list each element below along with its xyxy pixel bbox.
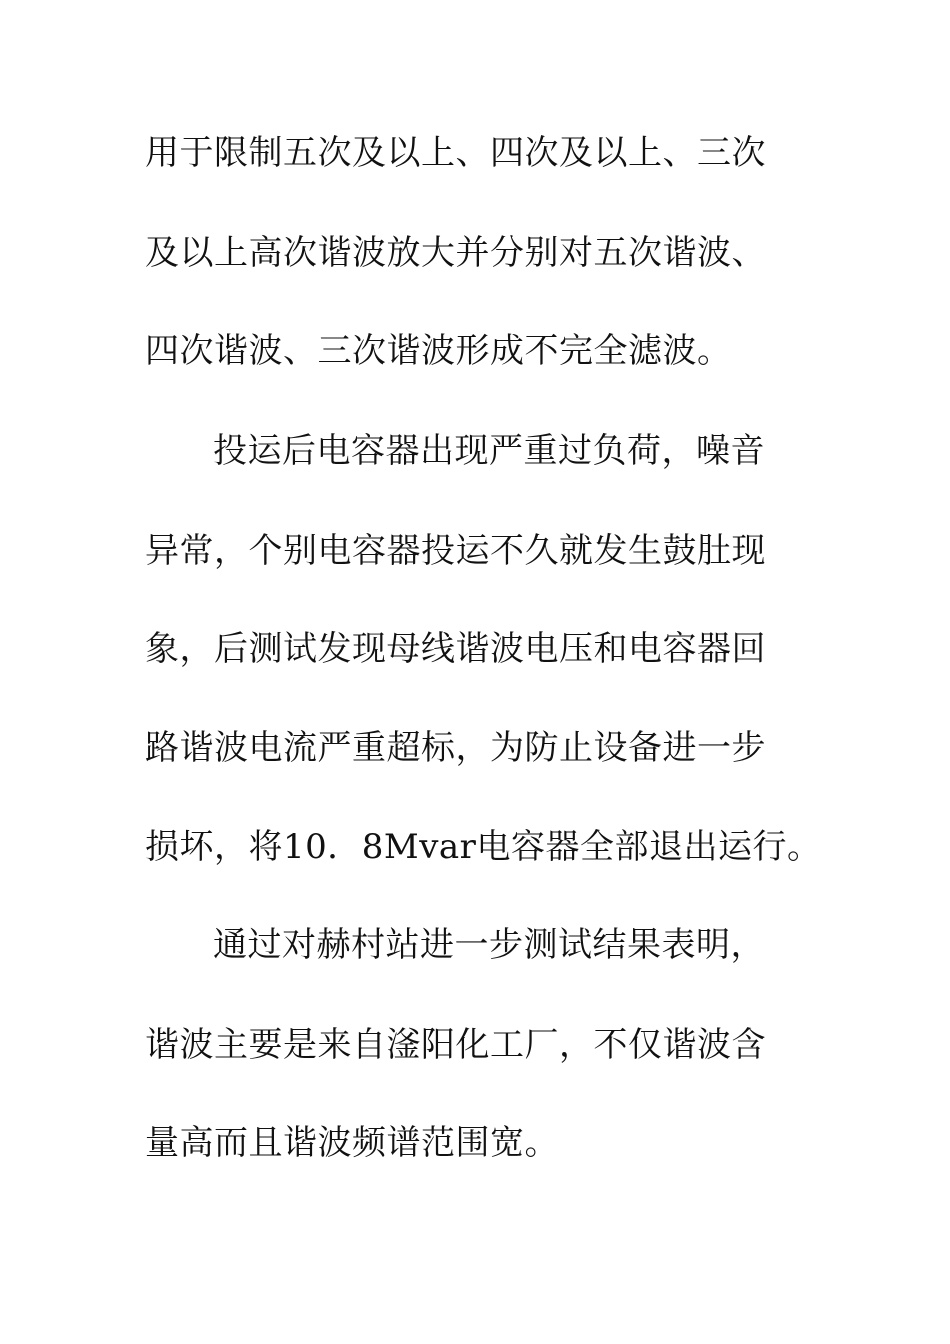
paragraph-line: 通过对赫村站进一步测试结果表明， [213, 925, 765, 965]
paragraph-line: 量高而且谐波频谱范围宽。 [145, 1123, 559, 1163]
paragraph-line: 谐波主要是来自滏阳化工厂，不仅谐波含 [145, 1025, 766, 1065]
paragraph-line: 路谐波电流严重超标，为防止设备进一步 [145, 728, 766, 768]
paragraph-line: 投运后电容器出现严重过负荷，噪音 [213, 431, 765, 471]
paragraph-line: 用于限制五次及以上、四次及以上、三次 [145, 133, 766, 173]
paragraph-line: 损坏，将10．8Mvar电容器全部退出运行。 [145, 827, 822, 867]
paragraph-line: 异常，个别电容器投运不久就发生鼓肚现 [145, 531, 766, 571]
paragraph-line: 及以上高次谐波放大并分别对五次谐波、 [145, 233, 766, 273]
paragraph-line: 象，后测试发现母线谐波电压和电容器回 [145, 629, 766, 669]
paragraph-line: 四次谐波、三次谐波形成不完全滤波。 [145, 331, 732, 371]
